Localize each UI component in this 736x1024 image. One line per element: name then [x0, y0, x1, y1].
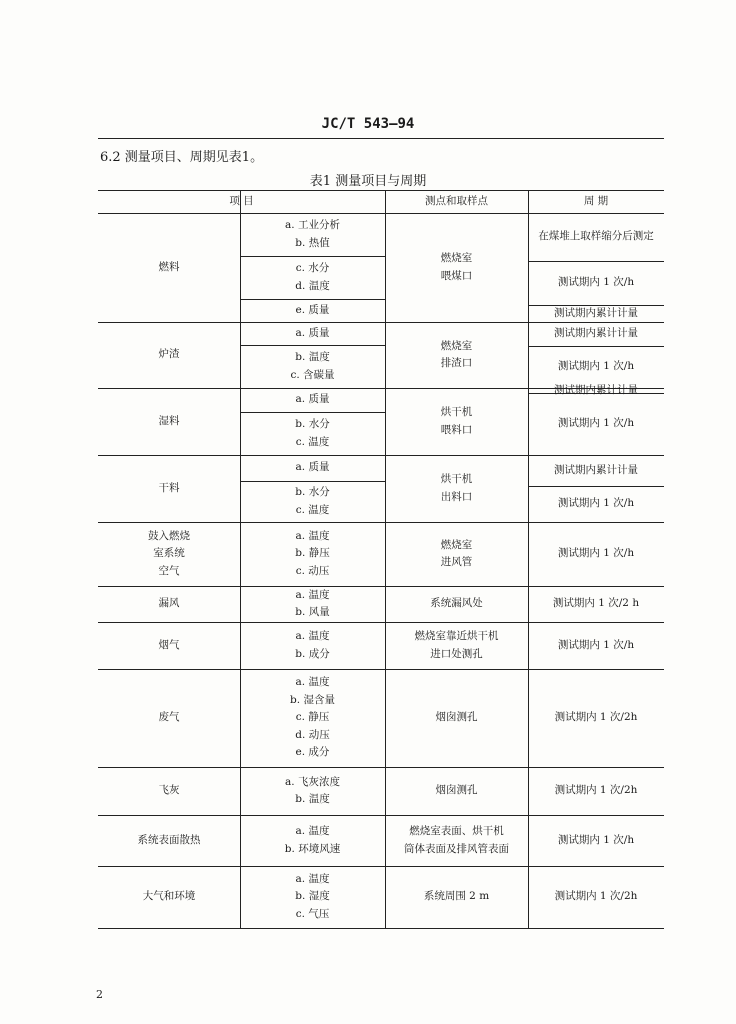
- measuring-point-line: 系统周围 2 m: [423, 890, 490, 903]
- parameter: b. 热值: [295, 236, 330, 249]
- period: [528, 213, 664, 261]
- parameter: b. 静压: [295, 547, 330, 560]
- item-name-line: 室系统: [153, 547, 185, 560]
- item-name-line: 飞灰: [158, 784, 180, 797]
- item-name-line: 炉渣: [158, 348, 180, 361]
- measuring-point-line: 烟囱测孔: [435, 784, 478, 797]
- parameter-group: [240, 767, 385, 815]
- parameter: d. 温度: [295, 279, 330, 292]
- measuring-point: [385, 767, 528, 815]
- measuring-point-line: 燃烧室: [440, 339, 473, 352]
- measuring-point: [385, 669, 528, 767]
- parameter: a. 飞灰浓度: [285, 775, 340, 788]
- parameter-group: [240, 815, 385, 866]
- measuring-point: [385, 622, 528, 669]
- item-name: [98, 586, 240, 622]
- parameter: e. 质量: [295, 303, 330, 316]
- parameter: c. 气压: [295, 907, 330, 920]
- parameter: c. 静压: [295, 711, 330, 724]
- period: [528, 815, 664, 866]
- item-name: [98, 455, 240, 522]
- parameter: c. 动压: [295, 564, 330, 577]
- item-name: [98, 213, 240, 322]
- measuring-point-line: 燃烧室靠近烘干机: [414, 630, 499, 642]
- period-text: 测试期内累计计量: [554, 383, 638, 396]
- period: [528, 622, 664, 669]
- measuring-point-line: 出料口: [440, 490, 473, 503]
- parameter-group: [240, 586, 385, 622]
- period-text: 测试期内 1 次/2h: [554, 784, 638, 797]
- item-name-line: 干料: [158, 481, 180, 494]
- header-point: [385, 190, 528, 213]
- parameter: b. 水分: [295, 418, 330, 430]
- measuring-point: [385, 866, 528, 928]
- table-caption: 表1 测量项目与周期: [309, 174, 427, 189]
- period-text: 测试期内 1 次/h: [557, 360, 635, 373]
- parameter: a. 质量: [295, 393, 330, 406]
- item-name-line: 鼓入燃烧: [148, 529, 190, 542]
- parameter: c. 温度: [295, 435, 330, 448]
- parameter: a. 工业分析: [285, 219, 340, 231]
- parameter: a. 温度: [295, 676, 330, 689]
- period-text: 测试期内累计计量: [554, 306, 638, 319]
- parameter: b. 温度: [295, 351, 330, 363]
- period: [528, 322, 664, 346]
- header-point-label: 测点和取样点: [425, 194, 488, 207]
- parameter-group: [240, 622, 385, 669]
- parameter-group: [240, 866, 385, 928]
- parameter: a. 质量: [295, 326, 330, 339]
- item-name-line: 系统表面散热: [137, 833, 201, 846]
- parameter: c. 水分: [295, 262, 330, 274]
- item-name: [98, 866, 240, 928]
- item-name-line: 漏风: [158, 597, 180, 610]
- standard-code: JC/T 543—94: [321, 116, 415, 132]
- period-text: 测试期内 1 次/h: [557, 833, 635, 846]
- item-name-line: 废气: [158, 711, 180, 724]
- parameter: e. 成分: [295, 746, 330, 759]
- item-name: [98, 388, 240, 455]
- item-name-line: 烟气: [158, 638, 180, 651]
- parameter-group: [240, 481, 385, 522]
- period-text: 测试期内 1 次/h: [557, 417, 635, 430]
- item-name: [98, 767, 240, 815]
- period-text: 测试期内 1 次/h: [557, 638, 635, 651]
- parameter: a. 温度: [295, 529, 330, 542]
- parameter: a. 温度: [295, 825, 330, 837]
- parameter: b. 环境风速: [284, 842, 341, 855]
- header-period-label: 周 期: [583, 194, 609, 207]
- parameter-group: [240, 669, 385, 767]
- period-text: 在煤堆上取样缩分后测定: [538, 230, 654, 243]
- measuring-point-line: 喂料口: [440, 423, 473, 436]
- measuring-point: [385, 586, 528, 622]
- period: [528, 261, 664, 305]
- parameter-group: [240, 345, 385, 388]
- measuring-point-line: 燃烧室表面、烘干机: [409, 825, 504, 837]
- item-name-line: 空气: [158, 564, 180, 577]
- period-text: 测试期内 1 次/h: [557, 497, 635, 510]
- parameter: b. 水分: [295, 486, 330, 498]
- parameter: b. 温度: [295, 793, 330, 805]
- parameter: d. 动压: [295, 728, 330, 741]
- parameter: a. 温度: [295, 630, 330, 642]
- measuring-point: [385, 213, 528, 322]
- period: [528, 455, 664, 486]
- period-text: 测试期内 1 次/2h: [554, 890, 638, 903]
- period: [528, 767, 664, 815]
- period-text: 测试期内 1 次/2 h: [552, 597, 640, 610]
- item-name: [98, 815, 240, 866]
- parameter-group: [240, 522, 385, 586]
- measuring-point-line: 排渣口: [440, 357, 473, 369]
- parameter-group: [240, 322, 385, 345]
- measuring-point-line: 燃烧室: [440, 252, 473, 264]
- measuring-point-line: 筒体表面及排风管表面: [404, 842, 509, 855]
- parameter: b. 湿含量: [290, 693, 335, 706]
- parameter: a. 温度: [295, 872, 330, 885]
- period-text: 测试期内 1 次/2h: [554, 711, 638, 724]
- parameter-group: [240, 256, 385, 299]
- parameter: b. 成分: [295, 647, 330, 660]
- period: [528, 522, 664, 586]
- item-name: [98, 322, 240, 388]
- period-text: 测试期内 1 次/h: [557, 547, 635, 560]
- parameter: a. 质量: [295, 461, 330, 474]
- header-item-label: 项 目: [229, 194, 254, 207]
- item-name-line: 大气和环境: [142, 890, 196, 903]
- parameter: a. 温度: [295, 588, 330, 601]
- header-period: [528, 190, 664, 213]
- item-name-line: 湿料: [158, 414, 180, 427]
- period-text: 测试期内 1 次/h: [557, 276, 635, 289]
- parameter-group: [240, 412, 385, 455]
- parameter-group: [240, 213, 385, 256]
- measuring-point-line: 系统漏风处: [430, 597, 483, 610]
- measuring-point: [385, 322, 528, 388]
- parameter-group: [240, 455, 385, 481]
- period: [528, 866, 664, 928]
- measuring-point-line: 进口处测孔: [430, 647, 483, 660]
- measuring-point-line: 烘干机: [440, 473, 473, 485]
- period: [528, 305, 664, 322]
- parameter: b. 风量: [295, 606, 330, 618]
- table-bottom-rule: [98, 928, 664, 929]
- header-rule: [98, 138, 664, 139]
- measuring-point-line: 烟囱测孔: [435, 711, 478, 724]
- measuring-point-line: 燃烧室: [440, 538, 473, 551]
- parameter: b. 湿度: [295, 890, 330, 903]
- period: [528, 486, 664, 522]
- measuring-point-line: 喂煤口: [440, 269, 473, 282]
- item-name-line: 燃料: [158, 260, 180, 273]
- period: [528, 669, 664, 767]
- header-item: [98, 190, 385, 213]
- measuring-point: [385, 815, 528, 866]
- measuring-point: [385, 388, 528, 455]
- parameter: c. 含碳量: [290, 368, 335, 381]
- measuring-point-line: 烘干机: [440, 406, 473, 418]
- period-text: 测试期内累计计量: [554, 463, 638, 476]
- page-number: 2: [96, 988, 103, 1001]
- measuring-point: [385, 522, 528, 586]
- period-text: 测试期内累计计量: [554, 327, 638, 340]
- section-text: 6.2 测量项目、周期见表1。: [100, 150, 264, 165]
- parameter: c. 温度: [295, 503, 330, 516]
- parameter-group: [240, 388, 385, 412]
- period: [528, 586, 664, 622]
- item-name: [98, 622, 240, 669]
- measuring-point: [385, 455, 528, 522]
- parameter-group: [240, 299, 385, 322]
- measuring-point-line: 进风管: [440, 556, 473, 568]
- item-name: [98, 669, 240, 767]
- period: [528, 393, 664, 455]
- item-name: [98, 522, 240, 586]
